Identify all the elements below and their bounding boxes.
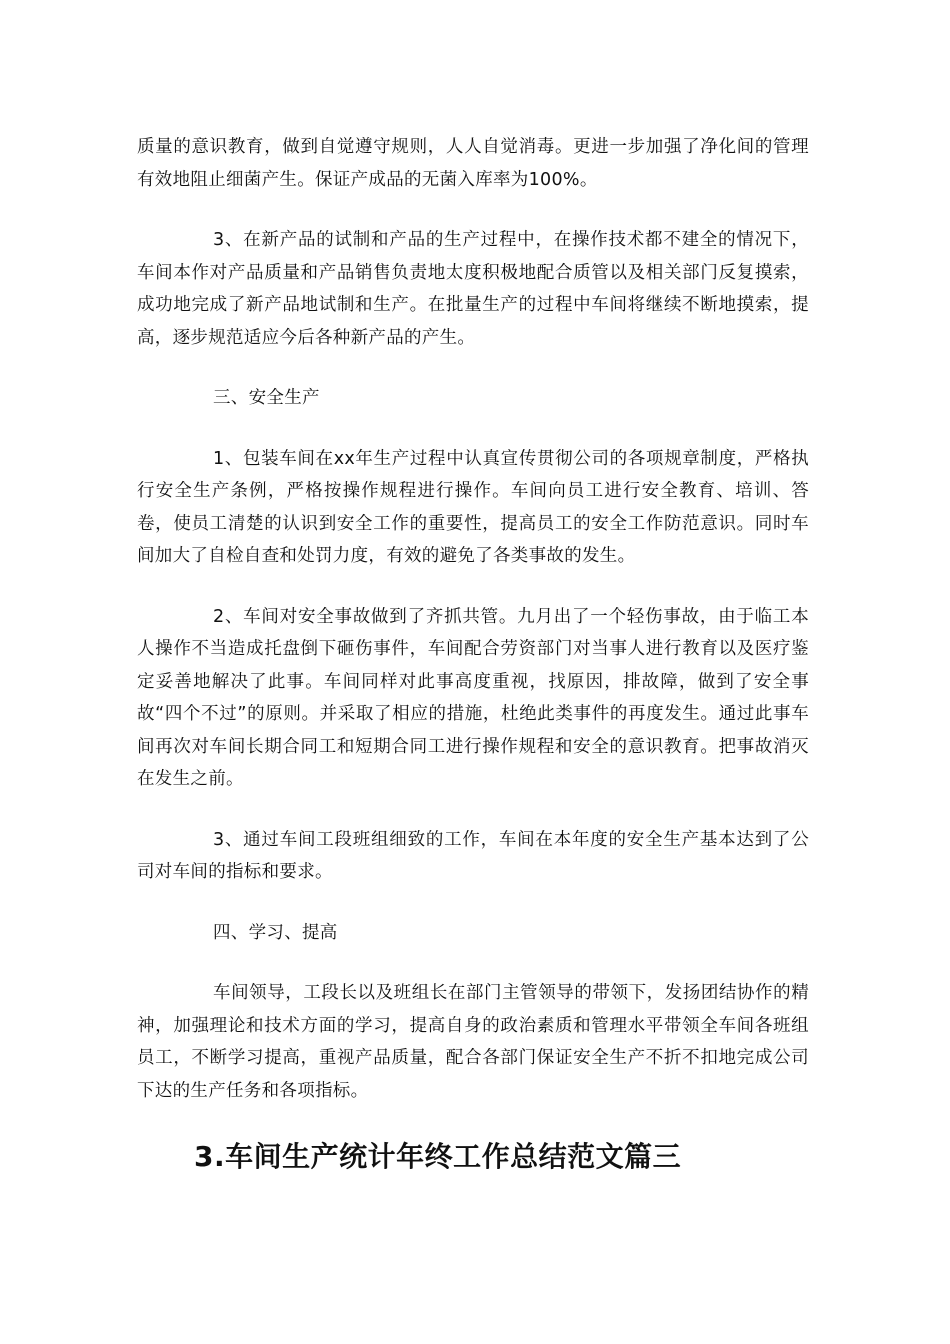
- paragraph-safety-2: 2、车间对安全事故做到了齐抓共管。九月出了一个轻伤事故，由于临工本人操作不当造成托盘倒下砸伤事件，车间配合劳资部门对当事人进行教育以及医疗鉴定妥善地解决了此事。车间同样对此事高度重视，找原因，排故障，做到了安全事故“四个不过”的原则。并采取了相应的措施，杜绝此类事件的再度发生。通过此事车间再次对车间长期合同工和短期合同工进行操作规程和安全的意识教育。把事故消灭在发生之前。: [137, 606, 809, 789]
- section-heading-learning: 四、学习、提高: [213, 922, 338, 943]
- paragraph-continuation: 质量的意识教育，做到自觉遵守规则，人人自觉消毒。更进一步加强了净化间的管理有效地阻止细菌产生。保证产成品的无菌入库率为100%。: [137, 137, 809, 190]
- paragraph-safety-1: 1、包装车间在xx年生产过程中认真宣传贯彻公司的各项规章制度，严格执行安全生产条例，严格按操作规程进行操作。车间向员工进行安全教育、培训、答卷，使员工清楚的认识到安全工作的重要性，提高员工的安全工作防范意识。同时车间加大了自检自查和处罚力度，有效的避免了各类事故的发生。: [137, 448, 809, 566]
- section-heading-safety: 三、安全生产: [213, 388, 320, 408]
- article-heading: 3.车间生产统计年终工作总结范文篇三: [194, 1140, 682, 1173]
- document-body: [137, 131, 809, 1177]
- paragraph-safety-3: 3、通过车间工段班组细致的工作，车间在本年度的安全生产基本达到了公司对车间的指标和要求。: [137, 829, 809, 882]
- paragraph-new-product: 3、在新产品的试制和产品的生产过程中，在操作技术都不建全的情况下，车间本作对产品质量和产品销售负责地太度积极地配合质管以及相关部门反复摸索，成功地完成了新产品地试制和生产。在批量生产的过程中车间将继续不断地摸索，提高，逐步规范适应今后各种新产品的产生。: [137, 230, 809, 348]
- paragraph-learning: 车间领导，工段长以及班组长在部门主管领导的带领下，发扬团结协作的精神，加强理论和技术方面的学习，提高自身的政治素质和管理水平带领全车间各班组员工，不断学习提高，重视产品质量，配合各部门保证安全生产不折不扣地完成公司下达的生产任务和各项指标。: [137, 983, 809, 1101]
